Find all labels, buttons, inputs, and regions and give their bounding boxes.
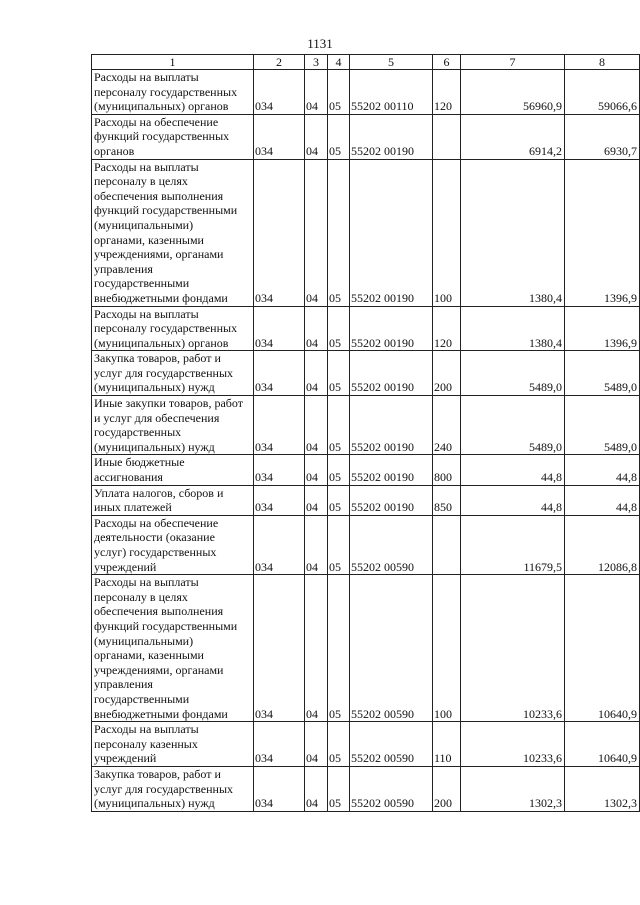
column-header-2: 2 bbox=[254, 55, 305, 70]
expense-type-code: 240 bbox=[433, 396, 461, 455]
target-article-code: 55202 00110 bbox=[350, 70, 433, 115]
budget-table bbox=[91, 54, 640, 812]
amount-col-7: 11679,5 bbox=[461, 515, 565, 574]
amount-col-8: 44,8 bbox=[565, 485, 640, 515]
column-header-8: 8 bbox=[565, 55, 640, 70]
expense-type-code: 850 bbox=[433, 485, 461, 515]
subsection-code: 05 bbox=[328, 396, 350, 455]
target-article-code: 55202 00590 bbox=[350, 766, 433, 811]
subsection-code: 05 bbox=[328, 722, 350, 767]
column-header-7: 7 bbox=[461, 55, 565, 70]
table-row bbox=[92, 351, 640, 396]
section-code: 04 bbox=[305, 722, 328, 767]
column-header-6: 6 bbox=[433, 55, 461, 70]
table-row bbox=[92, 455, 640, 485]
amount-col-7: 56960,9 bbox=[461, 70, 565, 115]
target-article-code: 55202 00190 bbox=[350, 455, 433, 485]
target-article-code: 55202 00590 bbox=[350, 722, 433, 767]
section-code: 04 bbox=[305, 114, 328, 159]
expense-type-code: 800 bbox=[433, 455, 461, 485]
expense-type-code bbox=[433, 515, 461, 574]
table-row bbox=[92, 485, 640, 515]
expense-name: Расходы на выплаты персоналу в целях обеспечения выполнения функций государственными (муниципальными) органами, казенными учреждениями, органами управления государственными внебюджетными фондами bbox=[92, 575, 254, 722]
header-row bbox=[92, 55, 640, 70]
amount-col-7: 1302,3 bbox=[461, 766, 565, 811]
expense-name: Расходы на выплаты персоналу государственных (муниципальных) органов bbox=[92, 70, 254, 115]
target-article-code: 55202 00190 bbox=[350, 114, 433, 159]
amount-col-8: 10640,9 bbox=[565, 722, 640, 767]
ministry-code: 034 bbox=[254, 306, 305, 351]
expense-name: Иные закупки товаров, работ и услуг для обеспечения государственных (муниципальных) нужд bbox=[92, 396, 254, 455]
expense-name: Расходы на выплаты персоналу государственных (муниципальных) органов bbox=[92, 306, 254, 351]
expense-name: Уплата налогов, сборов и иных платежей bbox=[92, 485, 254, 515]
ministry-code: 034 bbox=[254, 114, 305, 159]
table-row bbox=[92, 114, 640, 159]
column-header-1: 1 bbox=[92, 55, 254, 70]
ministry-code: 034 bbox=[254, 515, 305, 574]
target-article-code: 55202 00190 bbox=[350, 396, 433, 455]
subsection-code: 05 bbox=[328, 159, 350, 306]
expense-name: Закупка товаров, работ и услуг для государственных (муниципальных) нужд bbox=[92, 351, 254, 396]
expense-type-code: 120 bbox=[433, 306, 461, 351]
target-article-code: 55202 00190 bbox=[350, 351, 433, 396]
amount-col-7: 44,8 bbox=[461, 485, 565, 515]
ministry-code: 034 bbox=[254, 159, 305, 306]
amount-col-7: 1380,4 bbox=[461, 306, 565, 351]
section-code: 04 bbox=[305, 485, 328, 515]
section-code: 04 bbox=[305, 575, 328, 722]
amount-col-8: 1396,9 bbox=[565, 159, 640, 306]
amount-col-7: 10233,6 bbox=[461, 575, 565, 722]
subsection-code: 05 bbox=[328, 306, 350, 351]
amount-col-8: 44,8 bbox=[565, 455, 640, 485]
page-number: 1131 bbox=[307, 36, 333, 51]
subsection-code: 05 bbox=[328, 70, 350, 115]
table-row bbox=[92, 306, 640, 351]
subsection-code: 05 bbox=[328, 485, 350, 515]
section-code: 04 bbox=[305, 766, 328, 811]
ministry-code: 034 bbox=[254, 351, 305, 396]
expense-type-code: 110 bbox=[433, 722, 461, 767]
ministry-code: 034 bbox=[254, 70, 305, 115]
table-row bbox=[92, 515, 640, 574]
section-code: 04 bbox=[305, 306, 328, 351]
amount-col-7: 10233,6 bbox=[461, 722, 565, 767]
expense-type-code: 200 bbox=[433, 351, 461, 396]
ministry-code: 034 bbox=[254, 455, 305, 485]
ministry-code: 034 bbox=[254, 575, 305, 722]
ministry-code: 034 bbox=[254, 766, 305, 811]
subsection-code: 05 bbox=[328, 515, 350, 574]
amount-col-8: 6930,7 bbox=[565, 114, 640, 159]
expense-name: Расходы на обеспечение деятельности (оказание услуг) государственных учреждений bbox=[92, 515, 254, 574]
amount-col-7: 44,8 bbox=[461, 455, 565, 485]
table-row bbox=[92, 766, 640, 811]
expense-type-code: 200 bbox=[433, 766, 461, 811]
expense-name: Иные бюджетные ассигнования bbox=[92, 455, 254, 485]
table-row bbox=[92, 396, 640, 455]
amount-col-8: 1396,9 bbox=[565, 306, 640, 351]
amount-col-8: 59066,6 bbox=[565, 70, 640, 115]
amount-col-8: 5489,0 bbox=[565, 351, 640, 396]
expense-type-code: 120 bbox=[433, 70, 461, 115]
target-article-code: 55202 00190 bbox=[350, 485, 433, 515]
expense-name: Расходы на выплаты персоналу в целях обеспечения выполнения функций государственными (муниципальными) органами, казенными учреждениями, органами управления государственными внебюджетными фондами bbox=[92, 159, 254, 306]
target-article-code: 55202 00190 bbox=[350, 159, 433, 306]
section-code: 04 bbox=[305, 455, 328, 485]
amount-col-8: 1302,3 bbox=[565, 766, 640, 811]
subsection-code: 05 bbox=[328, 766, 350, 811]
subsection-code: 05 bbox=[328, 575, 350, 722]
amount-col-8: 12086,8 bbox=[565, 515, 640, 574]
table-row bbox=[92, 70, 640, 115]
amount-col-7: 5489,0 bbox=[461, 396, 565, 455]
target-article-code: 55202 00190 bbox=[350, 306, 433, 351]
expense-type-code: 100 bbox=[433, 575, 461, 722]
amount-col-7: 1380,4 bbox=[461, 159, 565, 306]
subsection-code: 05 bbox=[328, 455, 350, 485]
column-header-4: 4 bbox=[328, 55, 350, 70]
amount-col-7: 5489,0 bbox=[461, 351, 565, 396]
section-code: 04 bbox=[305, 159, 328, 306]
subsection-code: 05 bbox=[328, 114, 350, 159]
column-header-5: 5 bbox=[350, 55, 433, 70]
section-code: 04 bbox=[305, 70, 328, 115]
table-row bbox=[92, 722, 640, 767]
expense-name: Закупка товаров, работ и услуг для государственных (муниципальных) нужд bbox=[92, 766, 254, 811]
target-article-code: 55202 00590 bbox=[350, 575, 433, 722]
section-code: 04 bbox=[305, 396, 328, 455]
expense-name: Расходы на выплаты персоналу казенных учреждений bbox=[92, 722, 254, 767]
ministry-code: 034 bbox=[254, 396, 305, 455]
expense-name: Расходы на обеспечение функций государственных органов bbox=[92, 114, 254, 159]
target-article-code: 55202 00590 bbox=[350, 515, 433, 574]
amount-col-8: 5489,0 bbox=[565, 396, 640, 455]
table-row bbox=[92, 575, 640, 722]
column-header-3: 3 bbox=[305, 55, 328, 70]
table-row bbox=[92, 159, 640, 306]
section-code: 04 bbox=[305, 351, 328, 396]
amount-col-8: 10640,9 bbox=[565, 575, 640, 722]
ministry-code: 034 bbox=[254, 722, 305, 767]
ministry-code: 034 bbox=[254, 485, 305, 515]
expense-type-code: 100 bbox=[433, 159, 461, 306]
section-code: 04 bbox=[305, 515, 328, 574]
amount-col-7: 6914,2 bbox=[461, 114, 565, 159]
subsection-code: 05 bbox=[328, 351, 350, 396]
expense-type-code bbox=[433, 114, 461, 159]
